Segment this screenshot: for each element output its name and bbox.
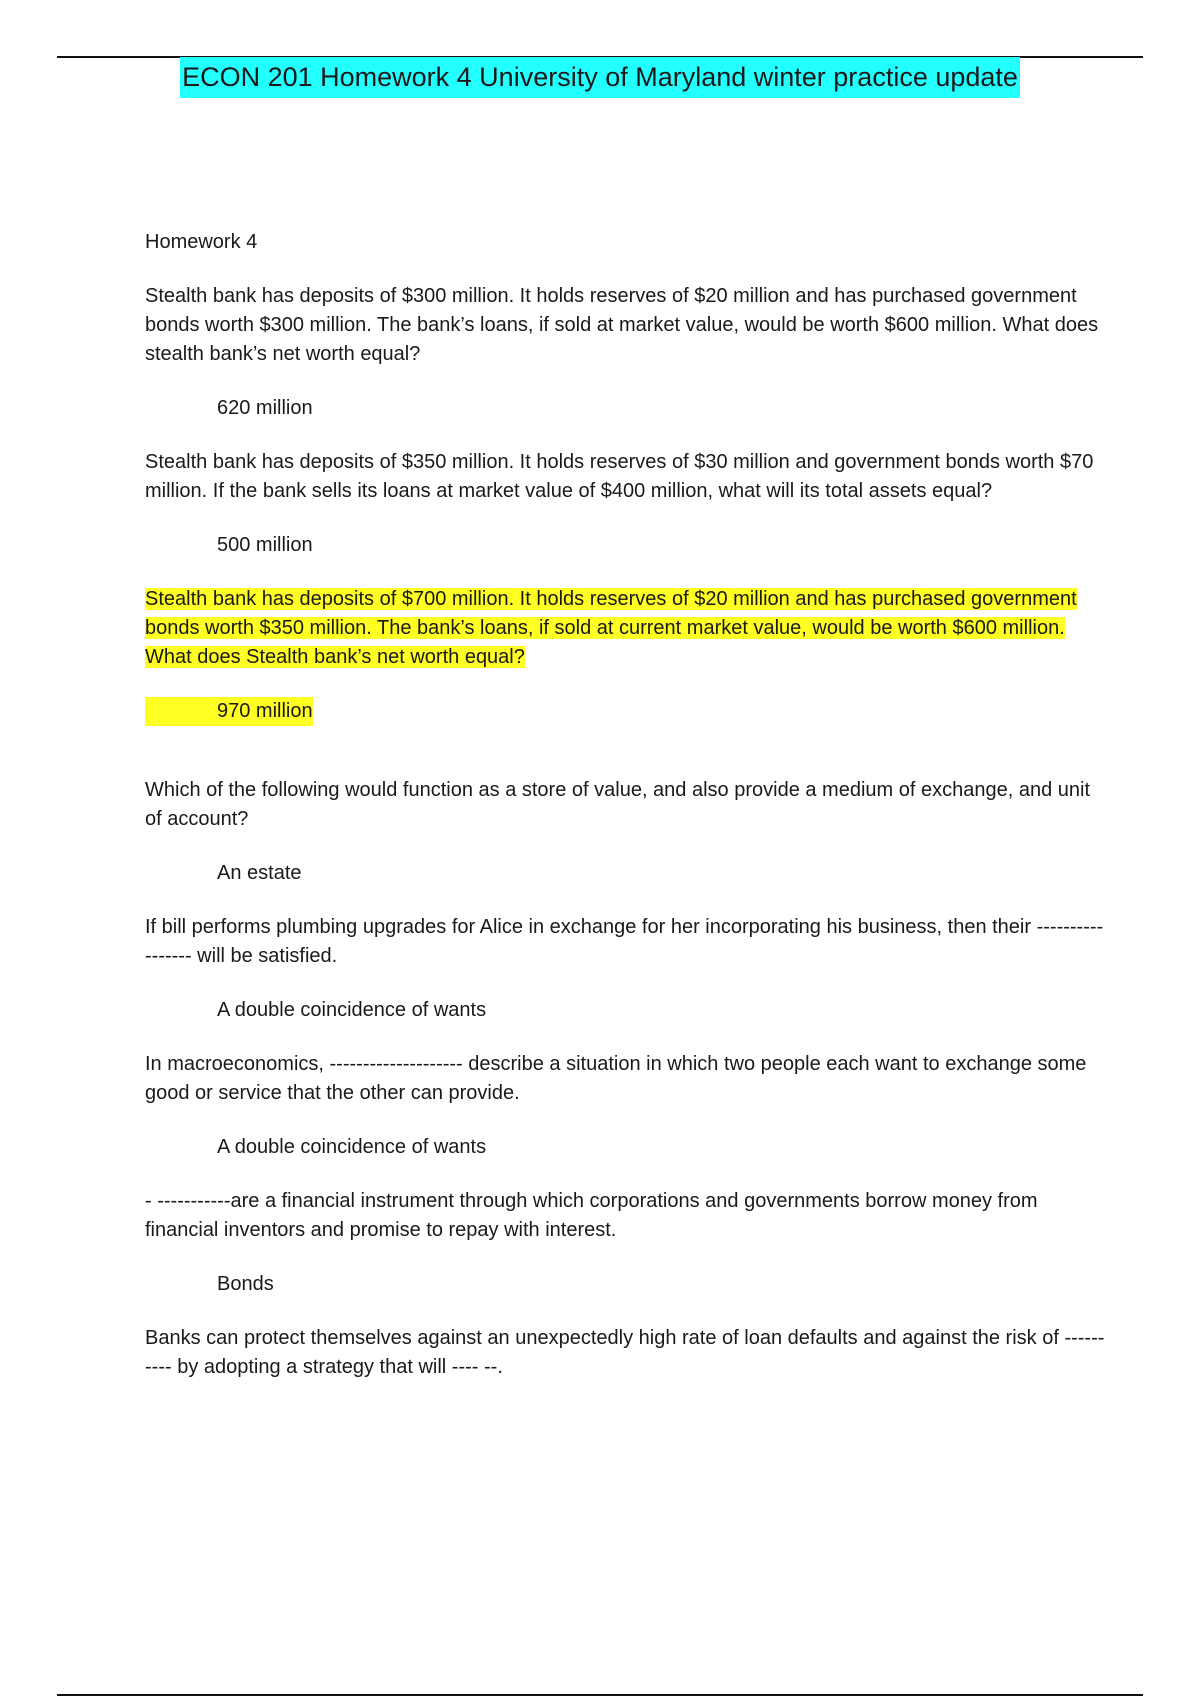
answer-3-row (145, 697, 1105, 751)
document-body (145, 228, 1105, 1407)
homework-heading: Homework 4 (145, 231, 258, 253)
question-5: If bill performs plumbing upgrades for Alice in exchange for her incorporating his business, then their ----------------- will be satisfied. (145, 916, 1104, 967)
question-8: Banks can protect themselves against an unexpectedly high rate of loan defaults and against the risk of ---------- by adopting a strategy that will ---- --. (145, 1327, 1105, 1378)
bottom-rule (57, 1694, 1143, 1696)
answer-1: 620 million (217, 397, 313, 419)
question-3 (145, 585, 1105, 672)
answer-7: Bonds (217, 1273, 274, 1295)
question-3-highlight: Stealth bank has deposits of $700 million. It holds reserves of $20 million and has purchased government bonds worth $350 million. The bank’s loans, if sold at current market value, would be worth $600 million. What does Stealth bank’s net worth equal? (145, 588, 1077, 668)
question-7: - -----------are a financial instrument through which corporations and governments borrow money from financial inventors and promise to repay with interest. (145, 1190, 1038, 1241)
answer-3: 970 million (145, 697, 313, 726)
title-bar (0, 57, 1200, 98)
answer-5: A double coincidence of wants (217, 999, 487, 1021)
question-6: In macroeconomics, -------------------- describe a situation in which two people each want to exchange some good or service that the other can provide. (145, 1053, 1087, 1104)
question-4: Which of the following would function as a store of value, and also provide a medium of exchange, and unit of account? (145, 779, 1091, 830)
question-2: Stealth bank has deposits of $350 million. It holds reserves of $30 million and government bonds worth $70 million. If the bank sells its loans at market value of $400 million, what will its total assets equal? (145, 451, 1094, 502)
answer-4: An estate (217, 862, 302, 884)
answer-6: A double coincidence of wants (217, 1136, 487, 1158)
document-title: ECON 201 Homework 4 University of Maryland winter practice update (180, 57, 1020, 98)
answer-2: 500 million (217, 534, 313, 556)
question-1: Stealth bank has deposits of $300 million. It holds reserves of $20 million and has purchased government bonds worth $300 million. The bank’s loans, if sold at market value, would be worth $600 million. What does stealth bank’s net worth equal? (145, 285, 1099, 365)
